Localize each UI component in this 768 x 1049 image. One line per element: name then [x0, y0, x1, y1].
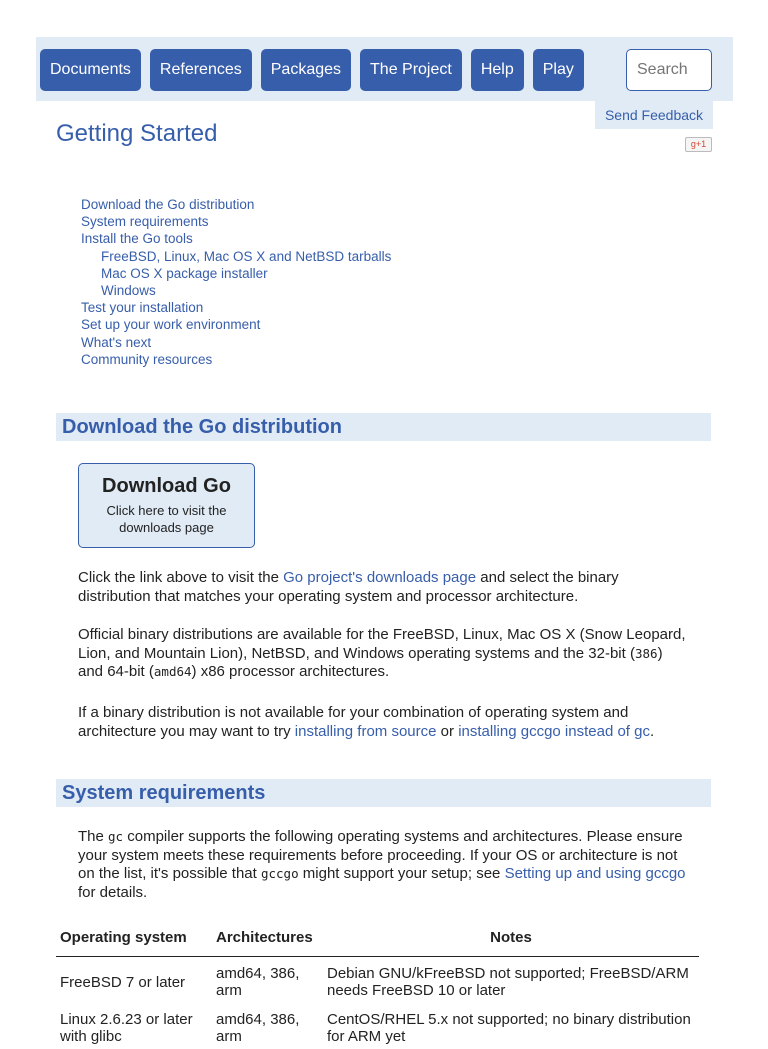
text: for details.: [78, 883, 148, 901]
download-go-title: Download Go: [102, 475, 231, 497]
top-navigation-bar: [36, 37, 733, 101]
toc-link[interactable]: Set up your work environment: [81, 317, 261, 333]
download-paragraph-3: [78, 704, 690, 741]
text: and select the binary distribution that matches your operating system and processor architecture.: [78, 569, 619, 605]
table-row: [56, 1003, 699, 1049]
toc-sublink[interactable]: Windows: [101, 283, 156, 299]
plus-one-label: +1: [695, 139, 707, 149]
nav-documents-button[interactable]: Documents: [40, 49, 141, 91]
toc-link[interactable]: Community resources: [81, 351, 213, 367]
download-section-heading: Download the Go distribution: [56, 413, 711, 441]
column-header: Operating system: [56, 918, 212, 957]
text: Official binary distributions are available for the FreeBSD, Linux, Mac OS X (Snow Leopard, Lion, and Mountain Lion), NetBSD, and Windows operating systems and the 32-bit (: [78, 626, 686, 662]
send-feedback-link[interactable]: Send Feedback: [595, 101, 713, 129]
text: might support your setup; see: [298, 865, 505, 882]
nav-references-button[interactable]: References: [150, 49, 252, 91]
installing-from-source-link[interactable]: installing from source: [294, 722, 437, 740]
text: Click the link above to visit the: [78, 569, 284, 586]
code-386: 386: [634, 645, 658, 661]
requirements-table: [56, 918, 699, 1049]
table-cell: FreeBSD 7 or later: [60, 973, 186, 991]
table-cell: Debian GNU/kFreeBSD not supported; FreeBSD/ARM needs FreeBSD 10 or later: [327, 965, 689, 999]
nav-play-button[interactable]: Play: [533, 49, 584, 91]
installing-gccgo-link[interactable]: installing gccgo instead of gc: [458, 722, 650, 740]
toc-link[interactable]: Install the Go tools: [81, 231, 193, 247]
column-header: Architectures: [212, 918, 323, 957]
table-cell: amd64, 386, arm: [216, 965, 300, 999]
code-amd64: amd64: [153, 664, 192, 679]
toc-link[interactable]: Test your installation: [81, 300, 204, 316]
table-of-contents: [81, 196, 391, 368]
toc-sublink[interactable]: Mac OS X package installer: [101, 265, 268, 281]
text: If a binary distribution is not available for your combination of operating system and architecture you may want to try: [78, 704, 629, 740]
toc-link[interactable]: Download the Go distribution: [81, 197, 255, 212]
column-header: Notes: [323, 918, 699, 957]
nav-the-project-button[interactable]: The Project: [360, 49, 462, 91]
text: or: [436, 722, 459, 740]
table-row: [56, 957, 699, 1004]
nav-help-button[interactable]: Help: [471, 49, 524, 91]
toc-sublink[interactable]: FreeBSD, Linux, Mac OS X and NetBSD tarballs: [101, 248, 392, 264]
downloads-page-link[interactable]: Go project's downloads page: [283, 569, 477, 586]
download-go-button[interactable]: [78, 463, 255, 548]
code-gccgo: gccgo: [260, 866, 299, 881]
system-requirements-heading: System requirements: [56, 779, 711, 807]
gccgo-setup-link[interactable]: Setting up and using gccgo: [504, 865, 686, 882]
text: The: [78, 828, 109, 845]
google-plus-icon: g: [690, 139, 696, 149]
text: ) x86 processor architectures.: [191, 663, 390, 680]
search-input[interactable]: [626, 49, 712, 91]
download-go-subtitle: Click here to visit the downloads page: [106, 503, 227, 535]
download-paragraph-2: [78, 626, 690, 682]
system-requirements-paragraph: [78, 828, 690, 902]
nav-packages-button[interactable]: Packages: [261, 49, 351, 91]
download-paragraph-1: [78, 569, 690, 606]
table-cell: amd64, 386, arm: [216, 1011, 300, 1045]
code-gc: gc: [108, 829, 124, 844]
page-title: Getting Started: [56, 120, 218, 147]
table-cell: Linux 2.6.23 or later with glibc: [60, 1011, 193, 1045]
toc-link[interactable]: What's next: [81, 334, 152, 350]
main-nav: [40, 49, 584, 91]
table-header-row: [56, 918, 699, 957]
toc-link[interactable]: System requirements: [81, 214, 209, 230]
google-plus-one-button[interactable]: [685, 137, 712, 152]
text: ) and 64-bit (: [78, 644, 663, 680]
table-cell: CentOS/RHEL 5.x not supported; no binary distribution for ARM yet: [327, 1011, 691, 1045]
text: .: [649, 722, 655, 740]
text: compiler supports the following operating systems and architectures. Please ensure your system meets these requirements before proceeding. If your OS or architecture is not on the list, it's possible that: [78, 828, 683, 882]
